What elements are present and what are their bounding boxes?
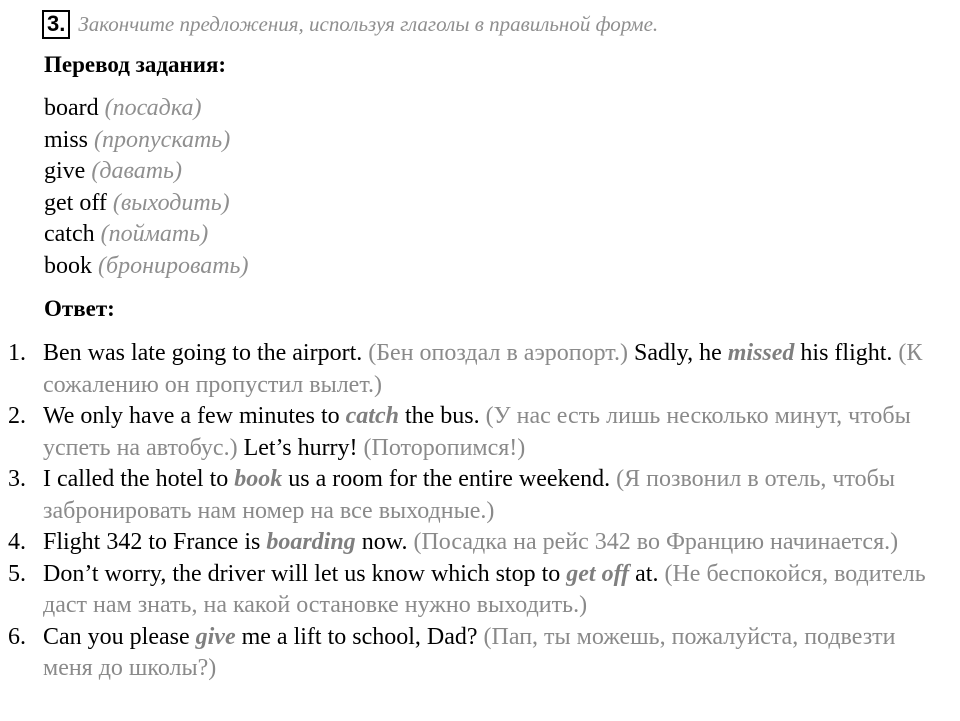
vocab-item bbox=[44, 251, 248, 283]
vocab-item bbox=[44, 188, 248, 220]
answer-verb: catch bbox=[345, 403, 399, 429]
vocab-item bbox=[44, 219, 248, 251]
answer-verb: book bbox=[234, 466, 283, 492]
sentence-translation: (Поторопимся!) bbox=[363, 434, 526, 461]
sentence-text: his flight. bbox=[800, 340, 893, 366]
sentence-text: the bus. bbox=[404, 403, 480, 429]
vocab-translation: (бронировать) bbox=[98, 252, 249, 279]
answer-verb: get off bbox=[566, 560, 630, 587]
answer-number: 1. bbox=[8, 340, 26, 366]
sentence-text: Let’s hurry! bbox=[243, 434, 358, 461]
vocabulary-list bbox=[44, 93, 248, 282]
answer-item bbox=[0, 338, 960, 401]
vocab-word: catch bbox=[44, 221, 95, 247]
sentence-text: Ben was late going to the airport. bbox=[43, 340, 363, 366]
answer-number: 4. bbox=[8, 529, 26, 555]
vocab-item bbox=[44, 156, 248, 188]
answer-verb: give bbox=[195, 623, 236, 650]
answer-number: 2. bbox=[8, 403, 26, 429]
sentence-translation: (У нас есть лишь несколько минут, чтобы успеть на автобус.) bbox=[43, 403, 911, 461]
sentence-text: at. bbox=[635, 560, 659, 587]
task-number-box: 3. bbox=[42, 10, 70, 39]
answer-list bbox=[0, 338, 960, 685]
sentence-translation: (Пап, ты можешь, пожалуйста, подвезти меня до школы?) bbox=[43, 623, 896, 681]
vocab-translation: (выходить) bbox=[112, 189, 230, 216]
sentence-text: Don’t worry, the driver will let us know which stop to bbox=[43, 560, 561, 587]
vocab-word: give bbox=[44, 158, 86, 184]
sentence-text: Flight 342 to France is bbox=[43, 529, 261, 555]
task-header bbox=[42, 10, 658, 39]
answer-item bbox=[0, 464, 960, 527]
vocab-translation: (посадка) bbox=[104, 95, 202, 121]
answer-item bbox=[0, 527, 960, 559]
sentence-text: now. bbox=[361, 529, 408, 555]
vocab-word: book bbox=[44, 252, 92, 279]
vocab-translation: (давать) bbox=[91, 158, 182, 184]
answer-item bbox=[0, 622, 960, 685]
answer-number: 5. bbox=[8, 560, 26, 587]
vocab-item bbox=[44, 125, 248, 157]
task-instruction: Закончите предложения, используя глаголы в правильной форме. bbox=[78, 12, 659, 36]
sentence-translation: (Не беспокойся, водитель даст нам знать, на какой остановке нужно выходить.) bbox=[43, 560, 926, 618]
vocab-word: miss bbox=[44, 126, 89, 153]
vocab-translation: (поймать) bbox=[100, 221, 209, 247]
translation-title: Перевод задания: bbox=[44, 52, 227, 77]
answer-item bbox=[0, 401, 960, 464]
sentence-translation: (К сожалению он пропустил вылет.) bbox=[43, 340, 923, 398]
vocab-item bbox=[44, 93, 248, 125]
answer-number: 6. bbox=[8, 623, 26, 650]
sentence-translation: (Бен опоздал в аэропорт.) bbox=[368, 340, 628, 366]
answer-verb: missed bbox=[727, 340, 795, 366]
vocab-word: board bbox=[44, 95, 99, 121]
sentence-text: Sadly, he bbox=[633, 340, 722, 366]
vocab-word: get off bbox=[44, 189, 107, 216]
answer-title: Ответ: bbox=[44, 296, 115, 321]
answer-item bbox=[0, 559, 960, 622]
answer-verb: boarding bbox=[266, 529, 356, 555]
sentence-text: me a lift to school, Dad? bbox=[241, 623, 478, 650]
sentence-text: Can you please bbox=[43, 623, 190, 650]
sentence-text: I called the hotel to bbox=[43, 466, 229, 492]
vocab-translation: (пропускать) bbox=[94, 126, 231, 153]
sentence-translation: (Я позвонил в отель, чтобы забронировать нам номер на все выходные.) bbox=[43, 466, 895, 524]
answer-number: 3. bbox=[8, 466, 26, 492]
sentence-translation: (Посадка на рейс 342 во Францию начинается.) bbox=[413, 529, 899, 555]
sentence-text: We only have a few minutes to bbox=[43, 403, 340, 429]
sentence-text: us a room for the entire weekend. bbox=[288, 466, 611, 492]
